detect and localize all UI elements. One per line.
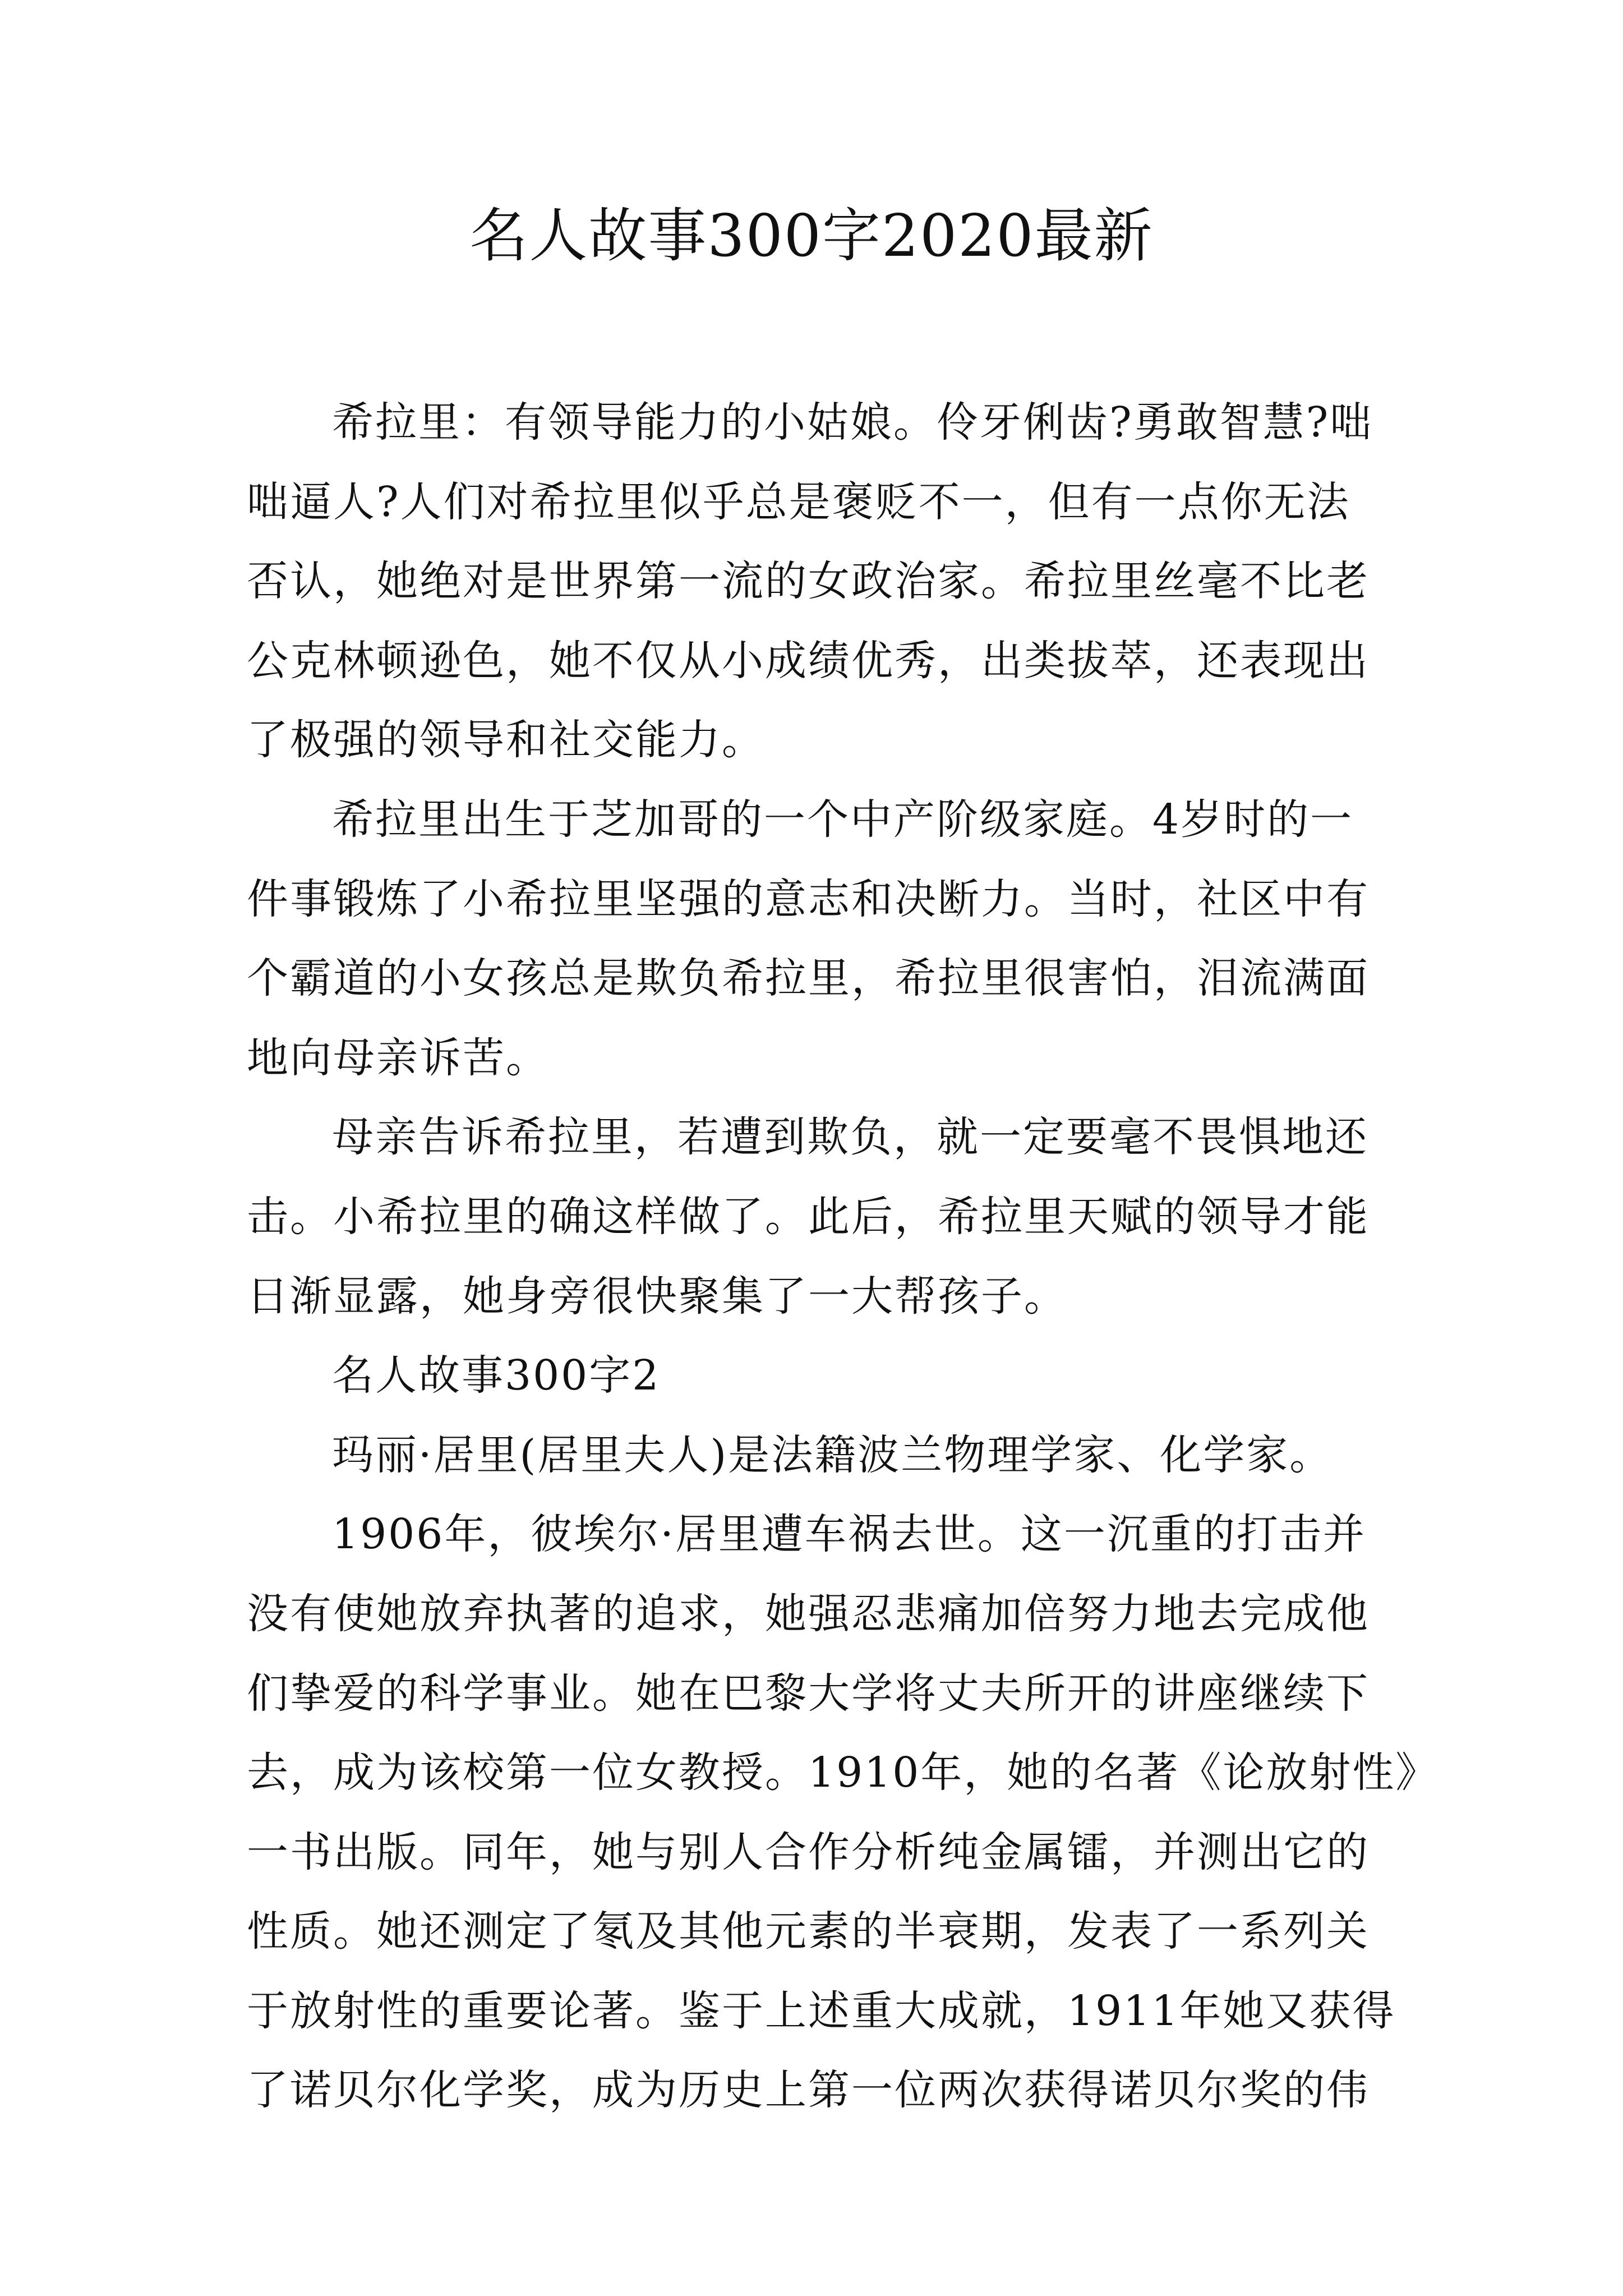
text-line: 性质。她还测定了氡及其他元素的半衰期，发表了一系列关 bbox=[247, 1907, 1370, 1956]
text-line: 于放射性的重要论著。鉴于上述重大成就，1911年她又获得 bbox=[247, 1986, 1396, 2035]
text-line: 希拉里：有领导能力的小姑娘。伶牙俐齿?勇敢智慧?咄 bbox=[332, 398, 1373, 447]
document-body bbox=[247, 383, 1439, 2131]
text-line: 们挚爱的科学事业。她在巴黎大学将丈夫所开的讲座继续下 bbox=[247, 1669, 1370, 1718]
text-line: 1906年，彼埃尔·居里遭车祸去世。这一沉重的打击并 bbox=[332, 1510, 1366, 1559]
text-line: 名人故事300字2 bbox=[332, 1351, 661, 1400]
text-line: 件事锻炼了小希拉里坚强的意志和决断力。当时，社区中有 bbox=[247, 875, 1370, 923]
text-line: 母亲告诉希拉里，若遭到欺负，就一定要毫不畏惧地还 bbox=[332, 1113, 1368, 1162]
text-line: 咄逼人?人们对希拉里似乎总是褒贬不一，但有一点你无法 bbox=[247, 477, 1350, 526]
text-line: 去，成为该校第一位女教授。1910年，她的名著《论放射性》 bbox=[247, 1749, 1439, 1797]
text-line: 日渐显露，她身旁很快聚集了一大帮孩子。 bbox=[247, 1272, 1067, 1320]
document-title: 名人故事300字2020最新 bbox=[469, 201, 1154, 270]
text-line: 希拉里出生于芝加哥的一个中产阶级家庭。4岁时的一 bbox=[332, 795, 1354, 844]
text-line: 否认，她绝对是世界第一流的女政治家。希拉里丝毫不比老 bbox=[247, 557, 1370, 606]
text-line: 没有使她放弃执著的追求，她强忍悲痛加倍努力地去完成他 bbox=[247, 1589, 1370, 1638]
text-line: 击。小希拉里的确这样做了。此后，希拉里天赋的领导才能 bbox=[247, 1192, 1370, 1241]
text-line: 公克林顿逊色，她不仅从小成绩优秀，出类拔萃，还表现出 bbox=[247, 636, 1370, 685]
text-line: 一书出版。同年，她与别人合作分析纯金属镭，并测出它的 bbox=[247, 1828, 1370, 1876]
text-line: 个霸道的小女孩总是欺负希拉里，希拉里很害怕，泪流满面 bbox=[247, 954, 1370, 1003]
text-line: 了极强的领导和社交能力。 bbox=[247, 716, 765, 765]
text-line: 了诺贝尔化学奖，成为历史上第一位两次获得诺贝尔奖的伟 bbox=[247, 2066, 1370, 2115]
text-line: 地向母亲诉苦。 bbox=[247, 1033, 549, 1082]
text-line: 玛丽·居里(居里夫人)是法籍波兰物理学家、化学家。 bbox=[332, 1430, 1333, 1479]
